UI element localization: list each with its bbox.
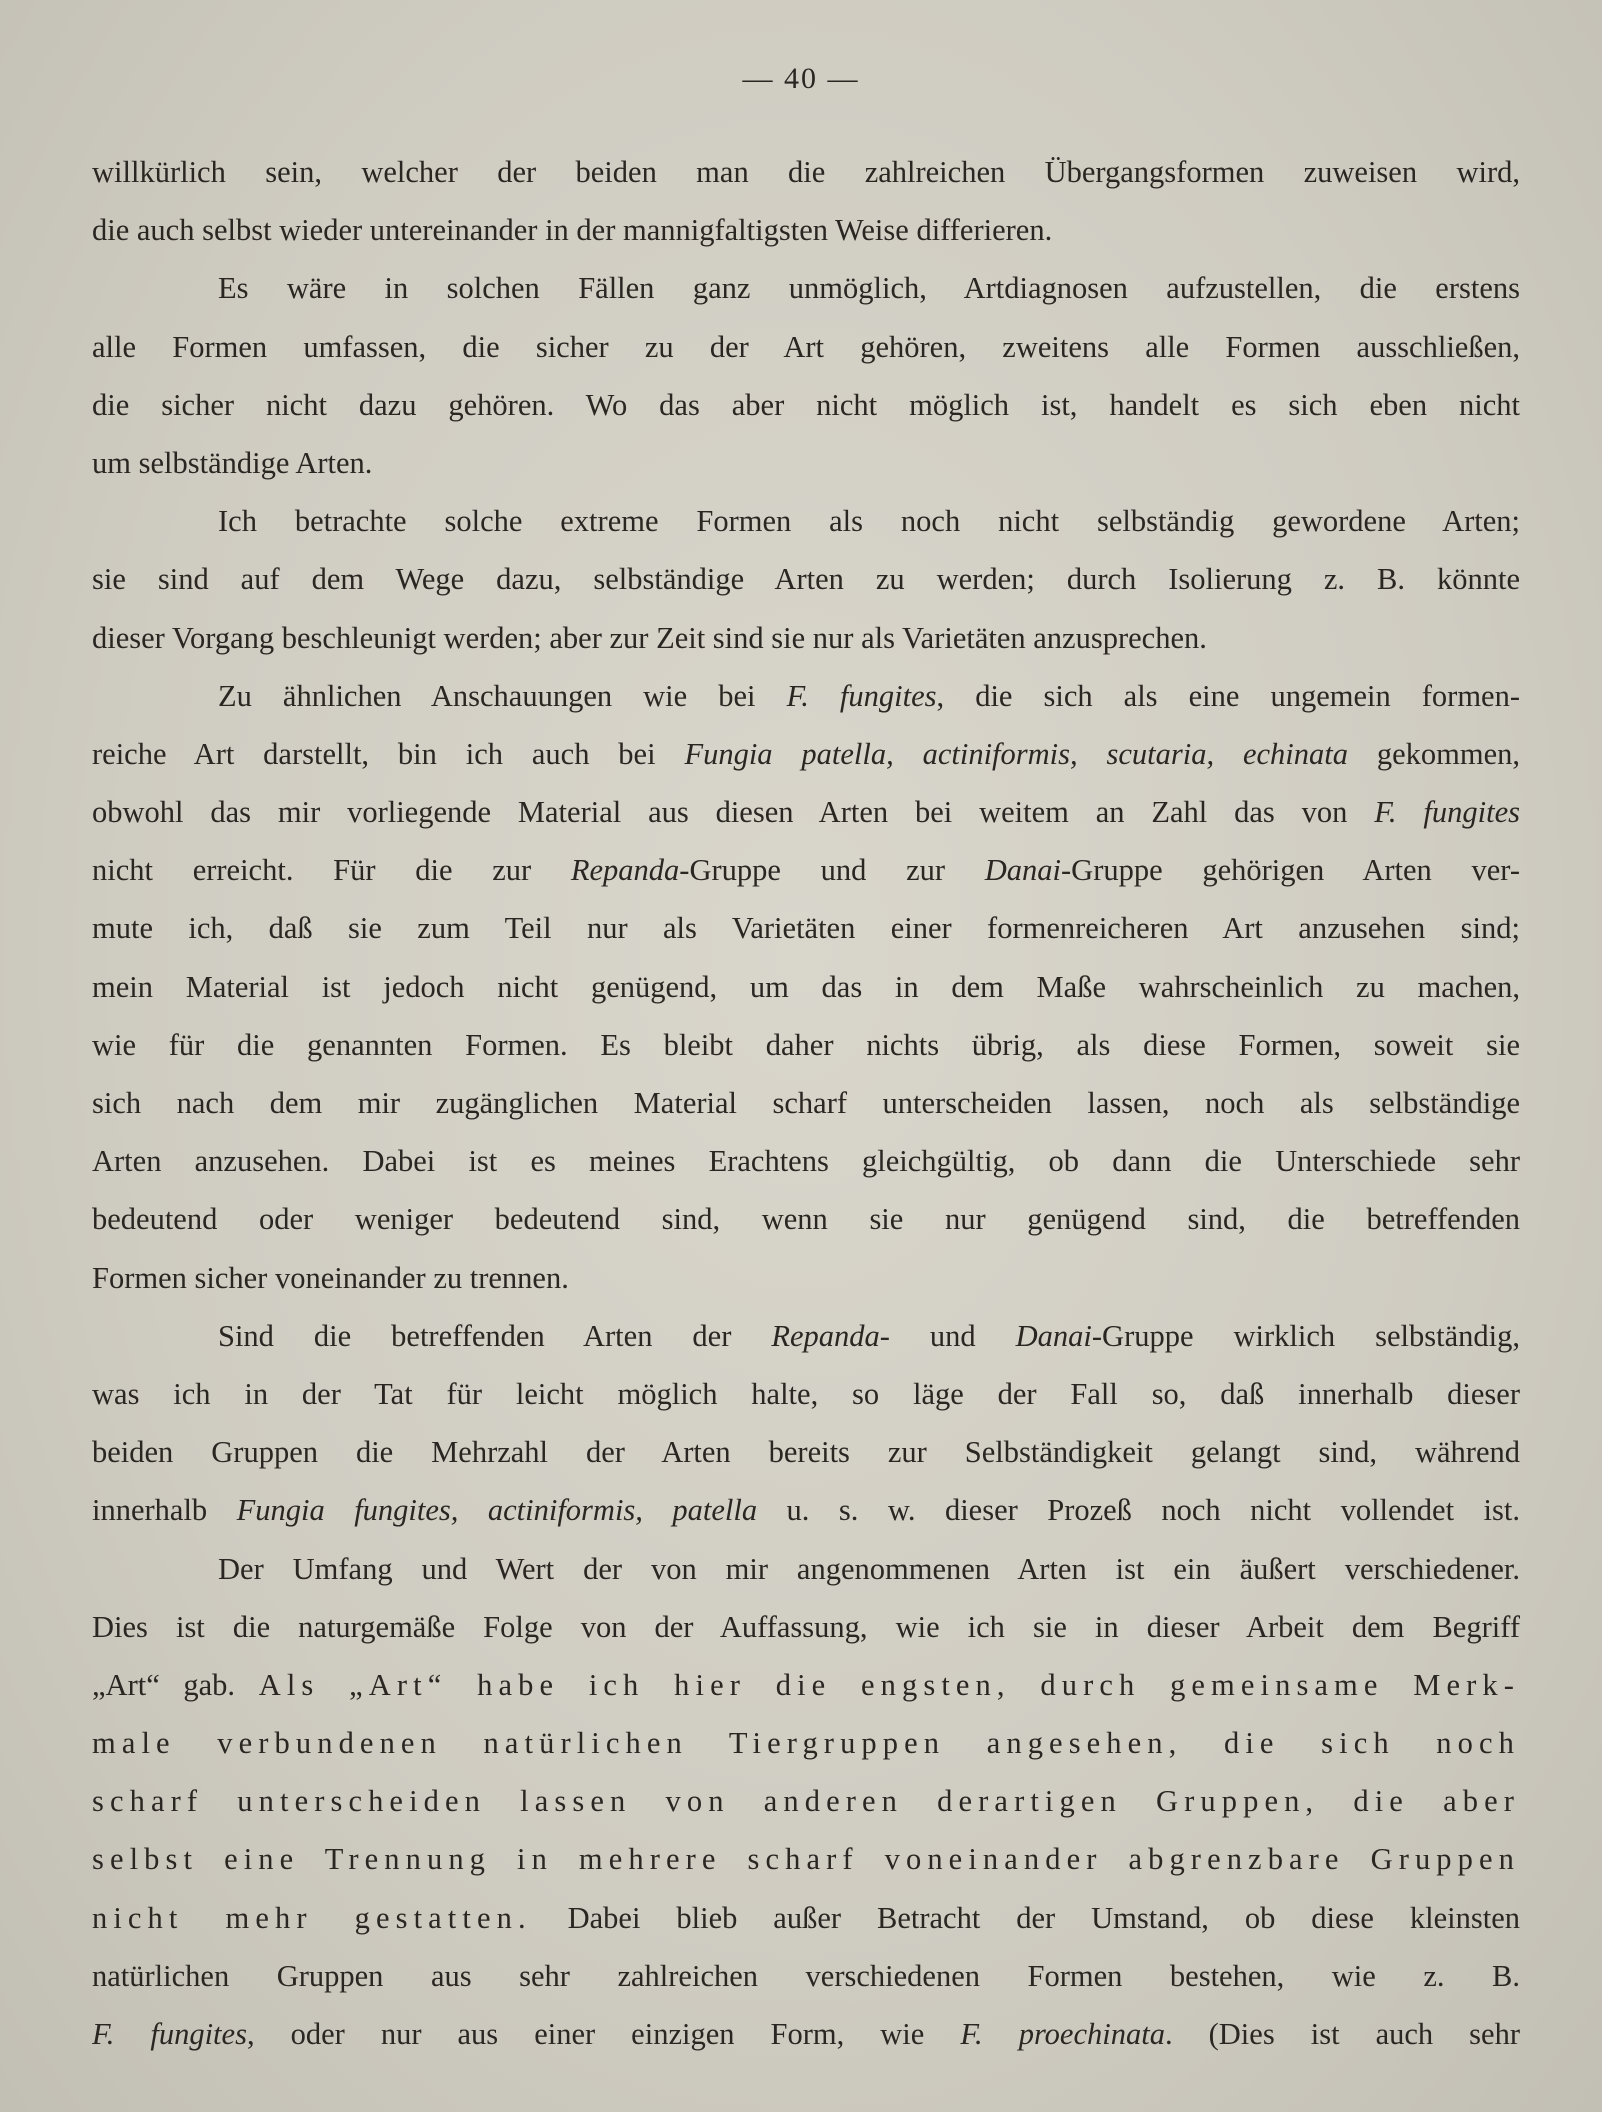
body-text: [92, 143, 1520, 2063]
text-line: [92, 259, 1520, 317]
text-line: [92, 550, 1520, 608]
text-segment: mute ich, daß sie zum Teil nur als Varietäten einer formenreicheren Art anzusehen sind;: [92, 911, 1520, 946]
italic-text: F. fungites: [1374, 795, 1520, 830]
italic-text: F. fungites: [786, 678, 937, 713]
text-line: [92, 725, 1520, 783]
text-line: [92, 1249, 1520, 1307]
text-segment: -Gruppe und zur: [679, 853, 985, 888]
text-segment: sie sind auf dem Wege dazu, selbständige Arten zu werden; durch Isolierung z. B. könnte: [92, 562, 1520, 597]
text-line: [92, 1307, 1520, 1365]
text-segment: die auch selbst wieder untereinander in der mannigfaltigsten Weise differieren.: [92, 213, 1053, 248]
text-segment: bedeutend oder weniger bedeutend sind, wenn sie nur genügend sind, die betreffenden: [92, 1202, 1520, 1237]
text-line: [92, 1714, 1520, 1772]
text-line: [92, 2005, 1520, 2063]
text-segment: beiden Gruppen die Mehrzahl der Arten bereits zur Selbständigkeit gelangt sind, während: [92, 1435, 1520, 1470]
text-line: [92, 667, 1520, 725]
text-segment: natürlichen Gruppen aus sehr zahlreichen verschiedenen Formen bestehen, wie z. B.: [92, 1958, 1520, 1993]
text-segment: Zu ähnlichen Anschauungen wie bei: [218, 678, 787, 713]
text-line: [92, 841, 1520, 899]
italic-text: Danai: [984, 853, 1062, 888]
text-line: [92, 958, 1520, 1016]
text-segment: die sicher nicht dazu gehören. Wo das aber nicht möglich ist, handelt es sich eben nicht: [92, 387, 1520, 422]
text-line: [92, 1830, 1520, 1888]
spaced-text: nicht mehr gestatten.: [92, 1900, 532, 1935]
spaced-text: male verbundenen natürlichen Tiergruppen angesehen, die sich noch: [92, 1726, 1520, 1761]
text-segment: wie für die genannten Formen. Es bleibt daher nichts übrig, als diese Formen, soweit sie: [92, 1027, 1520, 1062]
text-segment: Arten anzusehen. Dabei ist es meines Erachtens gleichgültig, ob dann die Unterschiede sehr: [92, 1144, 1520, 1179]
text-segment: willkürlich sein, welcher der beiden man die zahlreichen Übergangsformen zuweisen wird,: [92, 155, 1520, 189]
text-segment: innerhalb: [92, 1493, 237, 1528]
text-segment: Sind die betreffenden Arten der: [218, 1318, 772, 1353]
text-line: [92, 1365, 1520, 1423]
text-segment: mein Material ist jedoch nicht genügend, um das in dem Maße wahrscheinlich zu machen,: [92, 969, 1520, 1004]
text-line: [92, 609, 1520, 667]
text-line: [92, 143, 1520, 201]
text-line: [92, 1423, 1520, 1481]
text-segment: nicht erreicht. Für die zur: [92, 853, 571, 888]
text-line: [92, 783, 1520, 841]
italic-text: Danai: [1015, 1318, 1092, 1353]
text-segment: Der Umfang und Wert der von mir angenommenen Arten ist ein äußert verschiedener.: [218, 1551, 1520, 1586]
text-line: [92, 1074, 1520, 1132]
spaced-text: Als „Art“ habe ich hier die engsten, durch gemeinsame Merk-: [258, 1667, 1520, 1702]
text-line: [92, 434, 1520, 492]
text-line: [92, 492, 1520, 550]
italic-text: Fungia fungites, actiniformis, patella: [236, 1493, 758, 1528]
italic-text: Repanda: [570, 853, 680, 888]
text-line: [92, 376, 1520, 434]
text-line: [92, 899, 1520, 957]
italic-text: F. proechinata: [960, 2017, 1165, 2051]
text-segment: Formen sicher voneinander zu trennen.: [92, 1260, 569, 1295]
text-segment: -Gruppe gehörigen Arten ver-: [1061, 853, 1520, 888]
text-line: [92, 1598, 1520, 1656]
text-line: [92, 201, 1520, 259]
text-segment: , die sich als eine ungemein formen-: [936, 678, 1520, 713]
text-segment: reiche Art darstellt, bin ich auch bei: [92, 736, 685, 771]
page-number: — 40 —: [742, 62, 860, 95]
text-segment: -Gruppe wirklich selbständig,: [1091, 1318, 1520, 1353]
text-segment: , oder nur aus einer einzigen Form, wie: [246, 2017, 961, 2051]
text-segment: Ich betrachte solche extreme Formen als noch nicht selbständig gewordene Arten;: [218, 504, 1520, 539]
text-line: [92, 1132, 1520, 1190]
spaced-text: scharf unterscheiden lassen von anderen derartigen Gruppen, die aber: [92, 1784, 1520, 1819]
text-line: [92, 1016, 1520, 1074]
text-segment: „Art“ gab.: [92, 1667, 259, 1702]
text-segment: dieser Vorgang beschleunigt werden; aber zur Zeit sind sie nur als Varietäten anzusprechen.: [92, 620, 1207, 655]
text-line: [92, 1656, 1520, 1714]
text-segment: gekommen,: [1347, 736, 1520, 771]
text-segment: u. s. w. dieser Prozeß noch nicht vollendet ist.: [757, 1493, 1520, 1528]
text-segment: sich nach dem mir zugänglichen Material scharf unterscheiden lassen, noch als selbständige: [92, 1086, 1520, 1120]
text-line: [92, 1947, 1520, 2005]
text-segment: was ich in der Tat für leicht möglich halte, so läge der Fall so, daß innerhalb dieser: [92, 1376, 1520, 1411]
text-segment: Dies ist die naturgemäße Folge von der Auffassung, wie ich sie in dieser Arbeit dem Begriff: [92, 1609, 1520, 1644]
text-line: [92, 318, 1520, 376]
text-segment: alle Formen umfassen, die sicher zu der Art gehören, zweitens alle Formen ausschließen,: [92, 329, 1520, 364]
text-segment: um selbständige Arten.: [92, 445, 373, 480]
text-segment: - und: [879, 1318, 1016, 1353]
text-segment: Dabei blieb außer Betracht der Umstand, ob diese kleinsten: [531, 1900, 1520, 1935]
italic-text: Repanda: [771, 1318, 880, 1353]
text-line: [92, 1889, 1520, 1947]
text-segment: Es wäre in solchen Fällen ganz unmöglich, Artdiagnosen aufzustellen, die erstens: [218, 271, 1520, 306]
text-line: [92, 1481, 1520, 1539]
text-line: [92, 1540, 1520, 1598]
text-line: [92, 1190, 1520, 1248]
spaced-text: selbst eine Trennung in mehrere scharf voneinander abgrenzbare Gruppen: [92, 1842, 1520, 1877]
text-segment: . (Dies ist auch sehr: [1164, 2017, 1520, 2051]
text-line: [92, 1772, 1520, 1830]
italic-text: F. fungites: [92, 2017, 247, 2051]
text-segment: obwohl das mir vorliegende Material aus diesen Arten bei weitem an Zahl das von: [92, 795, 1375, 830]
italic-text: Fungia patella, actiniformis, scutaria, echinata: [684, 736, 1348, 771]
